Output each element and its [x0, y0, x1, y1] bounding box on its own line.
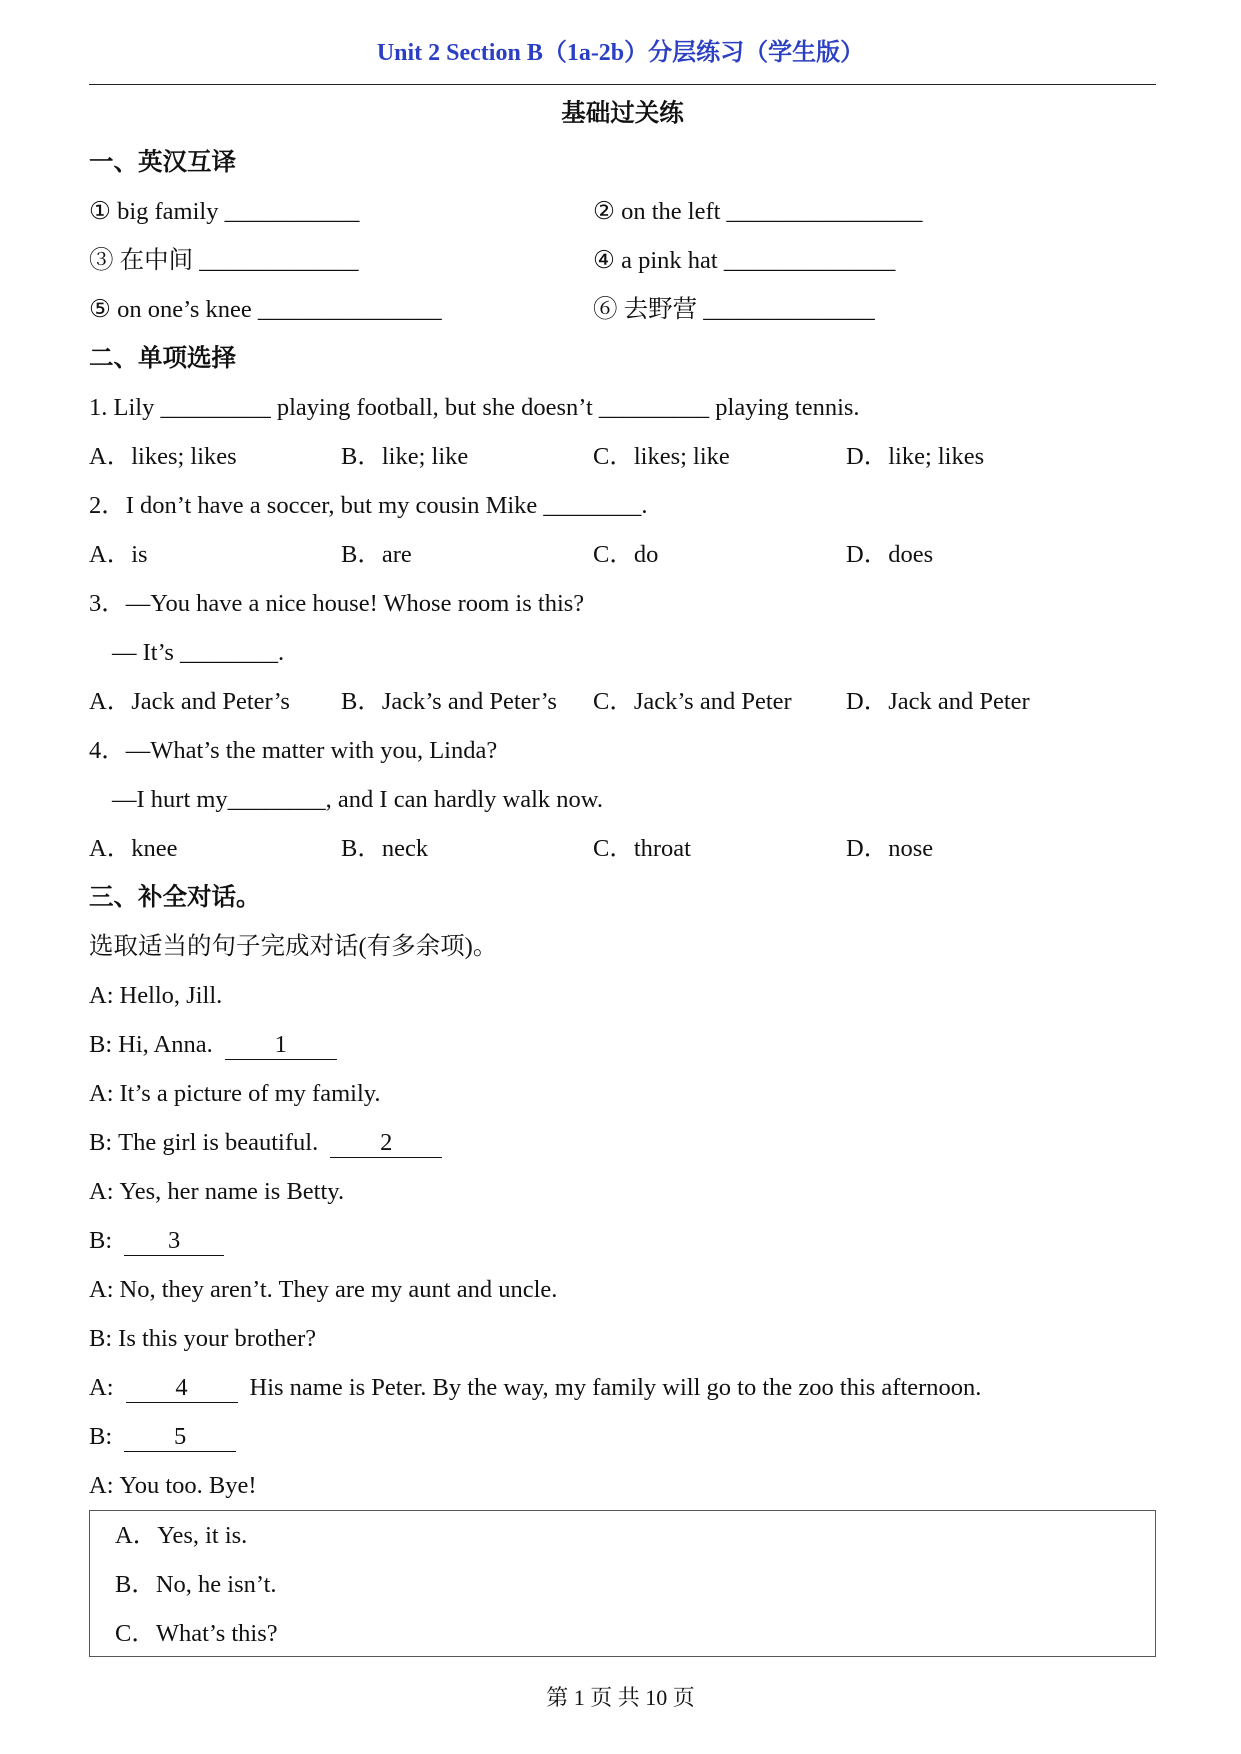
option-text: throat: [633, 835, 691, 862]
option-c: [593, 432, 730, 481]
dialog-blank: 2: [330, 1129, 442, 1158]
option-label: A．: [89, 688, 132, 715]
dialog-line: [89, 1461, 1156, 1510]
choice-label: A．: [115, 1522, 158, 1549]
choice-text: Yes, it is.: [157, 1522, 248, 1549]
dialog-blank: 1: [225, 1031, 337, 1060]
options-row: [89, 530, 1156, 579]
question-response-line: — It’s ________.: [112, 639, 285, 666]
option-b: [341, 677, 557, 726]
option-text: Jack and Peter: [888, 688, 1030, 715]
dialog-text: Yes, her name is Betty.: [119, 1178, 345, 1205]
dialog-speaker: B:: [89, 1423, 113, 1450]
title-divider: [89, 84, 1156, 85]
part1-heading: 一、英汉互译: [89, 149, 236, 176]
option-text: like; like: [381, 443, 469, 470]
options-row: [89, 824, 1156, 873]
option-label: B．: [341, 835, 382, 862]
dialog-line: [89, 1020, 1156, 1069]
part2-heading: 二、单项选择: [89, 345, 236, 372]
dialog-speaker: A:: [89, 1080, 114, 1107]
dialog-line: [89, 1314, 1156, 1363]
choice-label: C．: [115, 1620, 156, 1647]
option-text: does: [888, 541, 934, 568]
question-stem: 1. Lily _________ playing football, but she doesn’t _________ playing tennis.: [89, 394, 860, 421]
dialog-speaker: A:: [89, 1374, 114, 1401]
option-label: B．: [341, 443, 382, 470]
choice-item: [90, 1511, 1155, 1560]
dialog-blank: 5: [124, 1423, 236, 1452]
option-label: A．: [89, 835, 132, 862]
option-b: [341, 824, 428, 873]
dialog-speaker: B:: [89, 1227, 113, 1254]
option-b: [341, 432, 468, 481]
option-label: B．: [341, 688, 382, 715]
dialog-text: Hello, Jill.: [119, 982, 223, 1009]
option-a: [89, 530, 148, 579]
dialog-line: [89, 971, 1156, 1020]
part3-heading: 三、补全对话。: [89, 884, 261, 911]
translation-row: [89, 236, 1156, 285]
dialog-text: No, they aren’t. They are my aunt and uncle.: [119, 1276, 558, 1303]
option-a: [89, 824, 177, 873]
translation-row: [89, 285, 1156, 334]
option-label: A．: [89, 443, 132, 470]
dialog-line: [89, 1412, 1156, 1461]
translation-row: [89, 187, 1156, 236]
dialog-text: His name is Peter. By the way, my family will go to the zoo this afternoon.: [249, 1374, 982, 1401]
dialog-speaker: B:: [89, 1325, 113, 1352]
dialog-speaker: B:: [89, 1031, 113, 1058]
option-c: [593, 677, 792, 726]
question-stem: 4．—What’s the matter with you, Linda?: [89, 737, 498, 764]
option-label: B．: [341, 541, 382, 568]
option-a: [89, 677, 290, 726]
option-text: Jack’s and Peter’s: [381, 688, 557, 715]
choice-item: [90, 1609, 1155, 1658]
choice-label: B．: [115, 1571, 156, 1598]
option-d: [846, 530, 933, 579]
option-a: [89, 432, 237, 481]
option-label: C．: [593, 835, 634, 862]
option-text: likes; likes: [131, 443, 237, 470]
option-label: D．: [846, 835, 889, 862]
dialog-text: You too. Bye!: [119, 1472, 257, 1499]
dialog-line: [89, 1069, 1156, 1118]
dialog-text: The girl is beautiful.: [118, 1129, 319, 1156]
dialog-blank: 4: [126, 1374, 238, 1403]
translation-item: ③ 在中间 _____________: [89, 247, 359, 274]
option-text: Jack and Peter’s: [131, 688, 290, 715]
choice-item: [90, 1560, 1155, 1609]
dialog-text: Hi, Anna.: [118, 1031, 213, 1058]
question-stem: 3．—You have a nice house! Whose room is this?: [89, 590, 585, 617]
option-text: do: [633, 541, 659, 568]
dialog-line: [89, 1363, 1156, 1412]
option-label: D．: [846, 541, 889, 568]
page-title: Unit 2 Section B（1a-2b）分层练习（学生版）: [376, 40, 865, 66]
option-text: Jack’s and Peter: [633, 688, 792, 715]
question-stem: 2．I don’t have a soccer, but my cousin Mike ________.: [89, 492, 648, 519]
dialog-speaker: A:: [89, 982, 114, 1009]
dialog-speaker: A:: [89, 1276, 114, 1303]
dialog-line: [89, 1265, 1156, 1314]
option-text: knee: [131, 835, 178, 862]
dialog-text: Is this your brother?: [118, 1325, 317, 1352]
section-title: 基础过关练: [561, 100, 684, 127]
page-footer: 第 1 页 共 10 页: [546, 1685, 695, 1710]
translation-item: ④ a pink hat ______________: [593, 247, 896, 274]
option-text: nose: [888, 835, 934, 862]
option-text: are: [381, 541, 412, 568]
option-b: [341, 530, 412, 579]
dialog-text: It’s a picture of my family.: [119, 1080, 381, 1107]
dialog-line: [89, 1216, 1156, 1265]
option-label: C．: [593, 541, 634, 568]
choice-text: No, he isn’t.: [155, 1571, 277, 1598]
worksheet-content: [89, 89, 1156, 1657]
option-text: likes; like: [633, 443, 730, 470]
dialog-speaker: B:: [89, 1129, 113, 1156]
option-text: like; likes: [888, 443, 985, 470]
option-label: C．: [593, 688, 634, 715]
translation-item: ① big family ___________: [89, 198, 360, 225]
translation-item: ⑥ 去野营 ______________: [593, 296, 875, 323]
options-row: [89, 677, 1156, 726]
translation-item: ② on the left ________________: [593, 198, 923, 225]
option-c: [593, 824, 691, 873]
option-label: A．: [89, 541, 132, 568]
dialog-line: [89, 1118, 1156, 1167]
option-label: D．: [846, 443, 889, 470]
dialog-line: [89, 1167, 1156, 1216]
option-d: [846, 432, 984, 481]
option-label: C．: [593, 443, 634, 470]
choices-box: [89, 1510, 1156, 1657]
dialog-blank: 3: [124, 1227, 224, 1256]
option-text: neck: [381, 835, 429, 862]
option-text: is: [131, 541, 148, 568]
option-label: D．: [846, 688, 889, 715]
option-d: [846, 824, 933, 873]
option-d: [846, 677, 1030, 726]
choice-text: What’s this?: [155, 1620, 278, 1647]
dialog-speaker: A:: [89, 1178, 114, 1205]
dialog-speaker: A:: [89, 1472, 114, 1499]
question-response-line: —I hurt my________, and I can hardly walk now.: [112, 786, 604, 813]
options-row: [89, 432, 1156, 481]
translation-item: ⑤ on one’s knee _______________: [89, 296, 442, 323]
option-c: [593, 530, 658, 579]
part3-instruction: 选取适当的句子完成对话(有多余项)。: [89, 933, 498, 960]
